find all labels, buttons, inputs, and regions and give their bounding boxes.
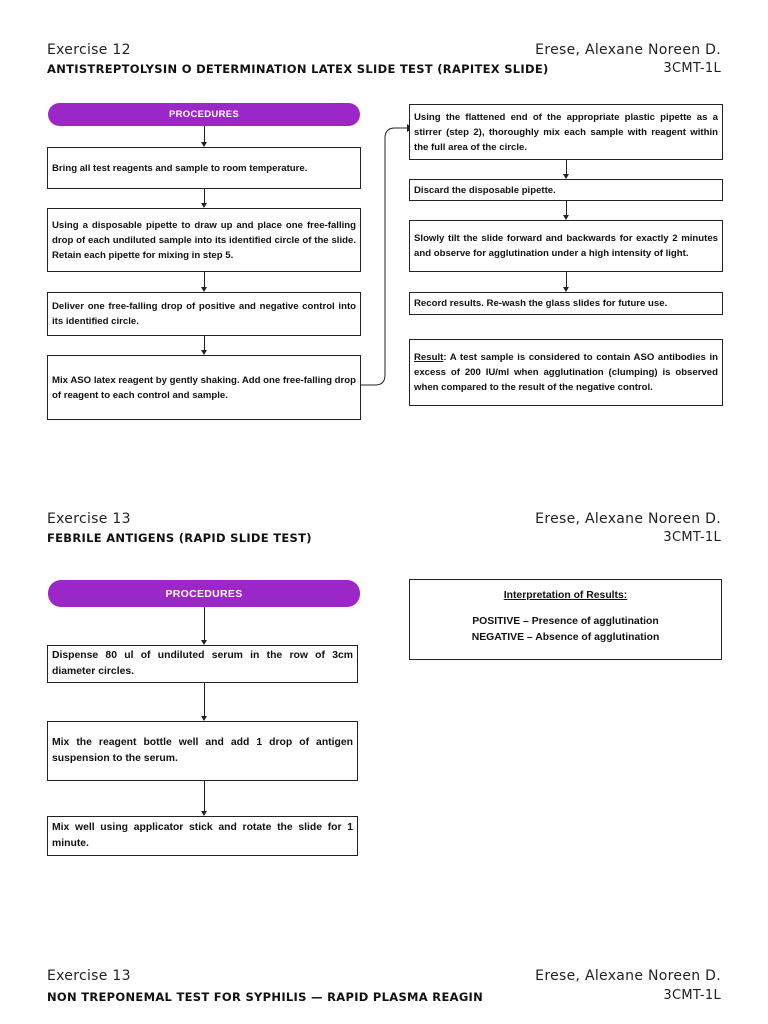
flow-connector <box>566 201 567 215</box>
flow-connector <box>204 781 205 812</box>
section-code: 3CMT-1L <box>663 61 721 76</box>
procedure-step: Slowly tilt the slide forward and backwards for exactly 2 minutes and observe for agglutination under a high intensity of light. <box>409 220 723 272</box>
procedures-header: PROCEDURES <box>48 580 360 607</box>
author-name: Erese, Alexane Noreen D. <box>535 511 721 527</box>
exercise-title: ANTISTREPTOLYSIN O DETERMINATION LATEX SLIDE TEST (RAPITEX SLIDE) <box>47 62 549 76</box>
result-text: : A test sample is considered to contain ASO antibodies in excess of 200 IU/ml when agglutination (clumping) is observed when compared to the result of the negative control. <box>414 352 718 393</box>
negative-result: NEGATIVE – Absence of agglutination <box>471 632 660 643</box>
flow-connector-curve <box>355 118 415 393</box>
exercise-title: NON TREPONEMAL TEST FOR SYPHILIS — RAPID PLASMA REAGIN <box>47 990 484 1004</box>
exercise-label: Exercise 13 <box>47 968 131 984</box>
result-box <box>409 339 723 406</box>
result-label: Result <box>414 352 444 363</box>
flow-connector <box>204 126 205 142</box>
positive-result: POSITIVE – Presence of agglutination <box>472 616 659 627</box>
procedure-step: Discard the disposable pipette. <box>409 179 723 201</box>
flow-connector <box>204 683 205 717</box>
procedures-header: PROCEDURES <box>48 103 360 126</box>
section-code: 3CMT-1L <box>663 988 721 1003</box>
author-name: Erese, Alexane Noreen D. <box>535 42 721 58</box>
flow-connector <box>204 336 205 350</box>
flow-connector <box>204 272 205 287</box>
author-name: Erese, Alexane Noreen D. <box>535 968 721 984</box>
interpretation-box <box>409 579 722 660</box>
interpretation-title: Interpretation of Results: <box>503 590 628 601</box>
procedure-step: Record results. Re-wash the glass slides for future use. <box>409 292 723 315</box>
flow-connector <box>566 272 567 287</box>
exercise-label: Exercise 13 <box>47 511 131 527</box>
procedure-step: Deliver one free-falling drop of positive and negative control into its identified circle. <box>47 292 361 336</box>
flow-connector <box>566 160 567 174</box>
procedure-step: Mix the reagent bottle well and add 1 drop of antigen suspension to the serum. <box>47 721 358 781</box>
exercise-label: Exercise 12 <box>47 42 131 58</box>
procedure-step: Mix ASO latex reagent by gently shaking. Add one free-falling drop of reagent to each control and sample. <box>47 355 361 420</box>
exercise-title: FEBRILE ANTIGENS (RAPID SLIDE TEST) <box>47 531 312 545</box>
section-code: 3CMT-1L <box>663 530 721 545</box>
procedure-step: Mix well using applicator stick and rotate the slide for 1 minute. <box>47 816 358 856</box>
procedure-step: Bring all test reagents and sample to room temperature. <box>47 147 361 189</box>
procedure-step: Using the flattened end of the appropriate plastic pipette as a stirrer (step 2), thoroughly mix each sample with reagent within the full area of the circle. <box>409 104 723 160</box>
flow-connector <box>204 189 205 203</box>
flow-connector <box>204 607 205 641</box>
procedure-step: Dispense 80 ul of undiluted serum in the row of 3cm diameter circles. <box>47 645 358 683</box>
procedure-step: Using a disposable pipette to draw up and place one free-falling drop of each undiluted sample into its identified circle of the slide. Retain each pipette for mixing in step 5. <box>47 208 361 272</box>
